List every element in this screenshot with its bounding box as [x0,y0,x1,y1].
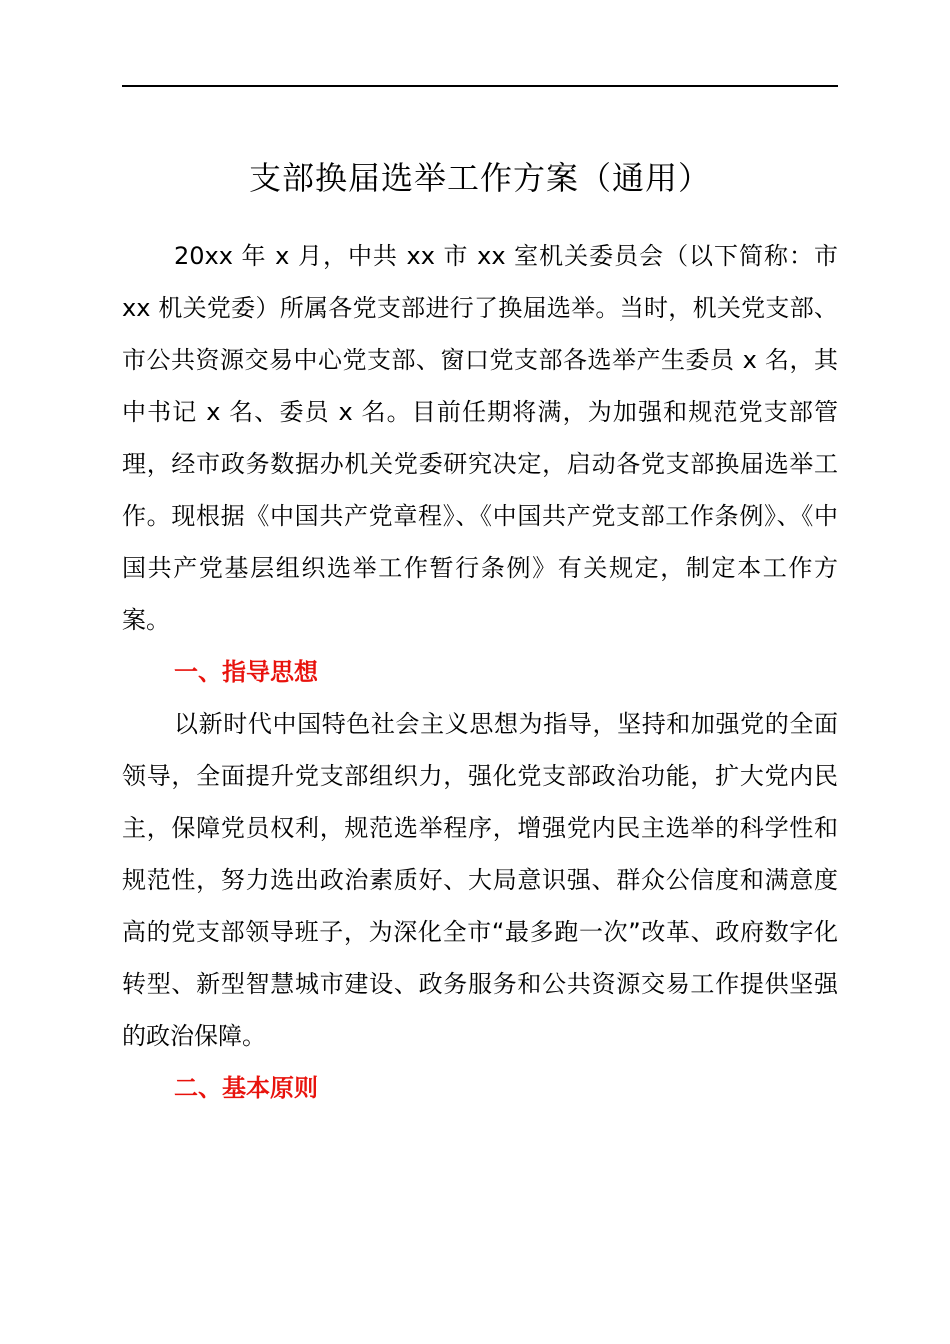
header-rule [122,85,838,87]
paragraph-intro: 20xx 年 x 月，中共 xx 市 xx 室机关委员会（以下简称：市 xx 机关党委）所属各党支部进行了换届选举。当时，机关党支部、市公共资源交易中心党支部、窗口党支部各选举产生委员 x 名，其中书记 x 名、委员 x 名。目前任期将满，为加强和规范党支部管理，经市政务数据办机关党委研究决定，启动各党支部换届选举工作。现根据《中国共产党章程》、《中国共产党支部工作条例》、《中国共产党基层组织选举工作暂行条例》有关规定，制定本工作方案。 [122,242,838,634]
section-heading-basic-principles: 二、基本原则 [174,1074,318,1102]
paragraph-guiding-ideology: 以新时代中国特色社会主义思想为指导，坚持和加强党的全面领导，全面提升党支部组织力，强化党支部政治功能，扩大党内民主，保障党员权利，规范选举程序，增强党内民主选举的科学性和规范性，努力选出政治素质好、大局意识强、群众公信度和满意度高的党支部领导班子，为深化全市“最多跑一次”改革、政府数字化转型、新型智慧城市建设、政务服务和公共资源交易工作提供坚强的政治保障。 [122,710,838,1050]
section-heading-guiding-ideology: 一、指导思想 [174,658,318,686]
document-title: 支部换届选举工作方案（通用） [248,159,711,197]
